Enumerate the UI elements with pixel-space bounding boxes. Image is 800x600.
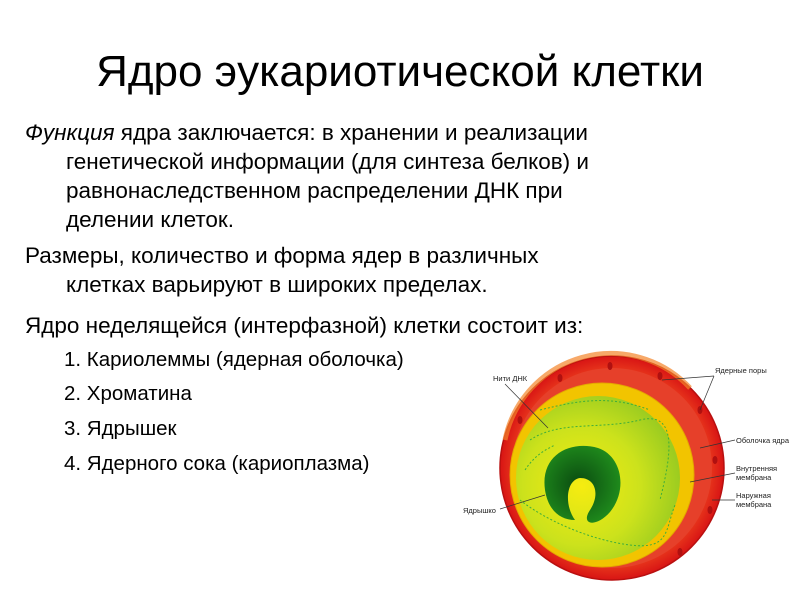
label-outer-membrane-2: мембрана (736, 500, 772, 509)
function-lead-word: Функция (25, 120, 115, 145)
list-item: 3. Ядрышек (64, 417, 177, 440)
paragraph-function-line-2: генетической информации (для синтеза белков) и (66, 149, 589, 174)
paragraph-structure-line-1: Ядро неделящейся (интерфазной) клетки состоит из: (25, 313, 584, 338)
paragraph-function-line-1 (25, 118, 589, 147)
slide-title: Ядро эукариотической клетки (96, 47, 704, 96)
paragraph-function-line-4: делении клеток. (66, 207, 235, 232)
paragraph-sizes-line-2: клетках варьируют в широких пределах. (66, 272, 488, 297)
label-inner-membrane-1: Внутренняя (736, 464, 778, 473)
paragraph-structure (25, 311, 583, 340)
label-inner-membrane-2: мембрана (736, 473, 772, 482)
label-dna-threads: Нити ДНК (493, 374, 528, 383)
paragraph-function (25, 118, 589, 234)
label-outer-membrane-1: Наружная (736, 491, 771, 500)
function-line-1-rest: ядра заключается: в хранении и реализации (114, 120, 588, 145)
list-item: 1. Кариолеммы (ядерная оболочка) (64, 348, 404, 371)
label-envelope: Оболочка ядра (736, 436, 789, 445)
list-item: 4. Ядерного сока (кариоплазма) (64, 452, 370, 475)
label-nuclear-pores: Ядерные поры (715, 366, 767, 375)
paragraph-sizes-line-1: Размеры, количество и форма ядер в различных (25, 243, 539, 268)
paragraph-function-line-3: равнонаследственном распределении ДНК при (66, 178, 563, 203)
list-item: 2. Хроматина (64, 382, 192, 405)
paragraph-sizes (25, 241, 539, 299)
label-nucleolus: Ядрышко (463, 506, 496, 515)
